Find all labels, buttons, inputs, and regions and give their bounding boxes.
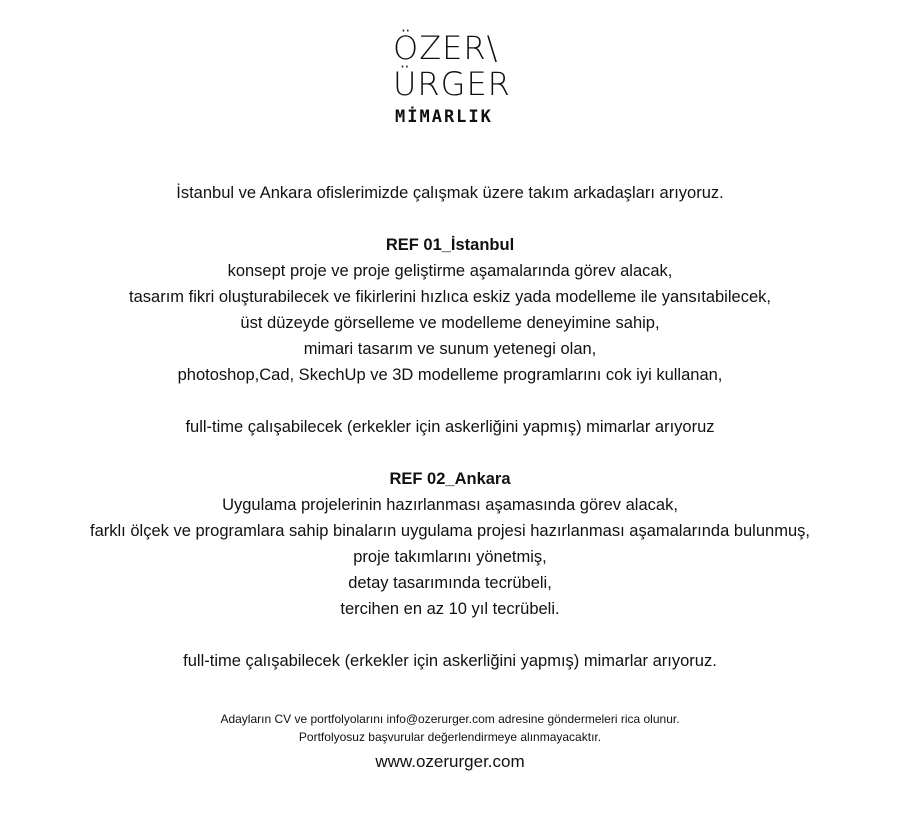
spacer [0,388,900,414]
ref2-line: detay tasarımında tecrübeli, [348,574,552,592]
logo-subtitle: MİMARLIK [395,107,493,127]
ref2-closing: full-time çalışabilecek (erkekler için askerliğini yapmış) mimarlar arıyoruz. [183,652,717,670]
ref1-line: photoshop,Cad, SkechUp ve 3D modelleme programlarını cok iyi kullanan, [177,366,723,384]
logo-line-2: ÜRGER [393,65,511,103]
ref2-line: farklı ölçek ve programlara sahip binaların uygulama projesi hazırlanması aşamalarında bulunmuş, [90,522,810,540]
ref1-line: tasarım fikri oluşturabilecek ve fikirlerini hızlıca eskiz yada modelleme ile yansıtabilecek, [129,288,771,306]
ref1-title: REF 01_İstanbul [385,236,515,254]
ref1-line: üst düzeyde görselleme ve modelleme deneyimine sahip, [240,314,660,332]
logo-line-1: ÖZER\ [393,29,499,67]
spacer [0,440,900,466]
company-logo [393,30,523,128]
ref1-line: mimari tasarım ve sunum yetenegi olan, [303,340,597,358]
application-notes [0,710,900,746]
ref2-line: tercihen en az 10 yıl tecrübeli. [340,600,560,618]
ref2-line: proje takımlarını yönetmiş, [353,548,547,566]
spacer [0,206,900,232]
ref1-closing: full-time çalışabilecek (erkekler için askerliğini yapmış) mimarlar arıyoruz [185,418,715,436]
application-note-2: Portfolyosuz başvurular değerlendirmeye alınmayacaktır. [298,730,602,744]
ref2-line: Uygulama projelerinin hazırlanması aşamasında görev alacak, [222,496,678,514]
website-link[interactable]: www.ozerurger.com [375,752,525,771]
application-note-1: Adayların CV ve portfolyolarını info@ozerurger.com adresine göndermeleri rica olunur. [220,712,680,726]
intro-text: İstanbul ve Ankara ofislerimizde çalışmak üzere takım arkadaşları arıyoruz. [176,184,724,202]
ref2-title: REF 02_Ankara [389,470,511,488]
spacer [0,622,900,648]
job-posting-body [0,180,900,674]
ref1-line: konsept proje ve proje geliştirme aşamalarında görev alacak, [227,262,673,280]
